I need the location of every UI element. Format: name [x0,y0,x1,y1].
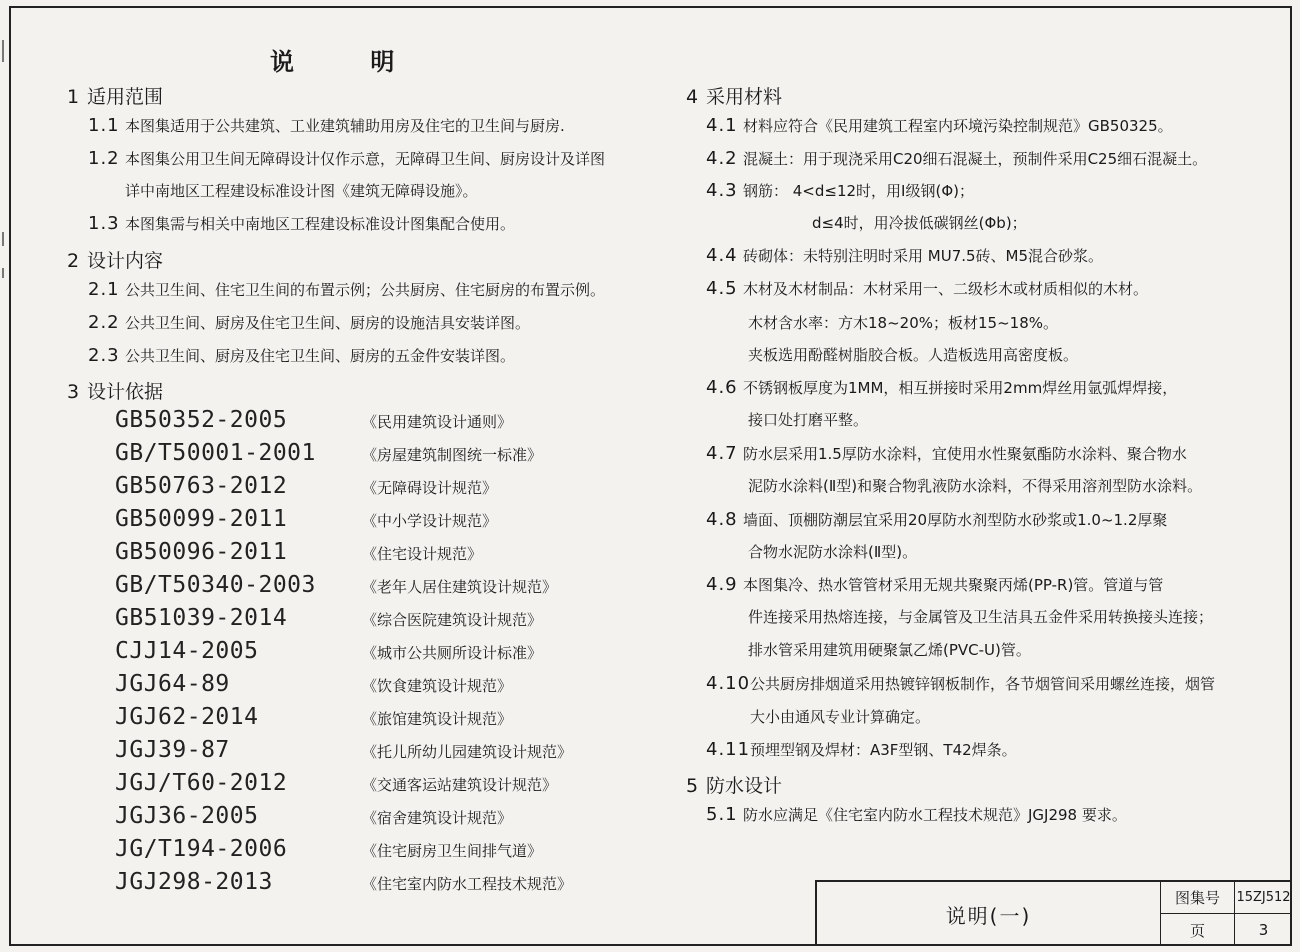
list-item: 2.3 公共卫生间、厨房及住宅卫生间、厨房的五金件安装详图。 [88,345,516,366]
list-item-continuation: 排水管采用建筑用硬聚氯乙烯(PVC-U)管。 [748,641,1031,659]
page-title: 说 明 [270,48,429,76]
list-item-continuation: 详中南地区工程建设标准设计图《建筑无障碍设施》。 [125,182,478,200]
list-item-continuation: 木材含水率：方木18~20%；板材15~18%。 [748,314,1058,332]
standard-name: 《综合医院建筑设计规范》 [362,611,543,629]
list-item: 1.1 本图集适用于公共建筑、工业建筑辅助用房及住宅的卫生间与厨房. [88,115,565,136]
list-item: 4.6 不锈钢板厚度为1MM，相互拼接时采用2mm焊丝用氩弧焊焊接， [706,377,1178,398]
list-item: 4.8 墙面、顶棚防潮层宜采用20厚防水剂型防水砂浆或1.0~1.2厚聚 [706,509,1168,530]
standard-name: 《住宅室内防水工程技术规范》 [362,875,573,893]
standard-name: 《宿舍建筑设计规范》 [362,809,513,827]
standard-code: GB50763-2012 [115,473,288,499]
section-heading: 3 设计依据 [67,381,164,403]
list-item: 4.5 木材及木材制品：木材采用一、二级杉木或材质相似的木材。 [706,278,1149,299]
list-item: 1.3 本图集需与相关中南地区工程建设标准设计图集配合使用。 [88,213,516,234]
list-item: 4.1 材料应符合《民用建筑工程室内环境污染控制规范》GB50325。 [706,115,1173,136]
list-item: 2.2 公共卫生间、厨房及住宅卫生间、厨房的设施洁具安装详图。 [88,312,531,333]
standard-name: 《中小学设计规范》 [362,512,498,530]
list-item: 2.1 公共卫生间、住宅卫生间的布置示例；公共厨房、住宅厨房的布置示例。 [88,279,606,300]
atlas-number-label: 图集号 [1161,882,1235,914]
standard-code: JGJ39-87 [115,737,230,763]
binding-mark [2,40,4,62]
list-item: 4.4 砖砌体：未特别注明时采用 MU7.5砖、M5混合砂浆。 [706,245,1104,266]
standard-name: 《城市公共厕所设计标准》 [362,644,543,662]
standard-code: GB/T50001-2001 [115,440,316,466]
list-item: 1.2 本图集公用卫生间无障碍设计仅作示意，无障碍卫生间、厨房设计及详图 [88,148,606,169]
list-item: 4.7 防水层采用1.5厚防水涂料，宜使用水性聚氨酯防水涂料、聚合物水 [706,443,1187,464]
standard-code: GB50096-2011 [115,539,288,565]
list-item-continuation: 件连接采用热熔连接，与金属管及卫生洁具五金件采用转换接头连接； [748,608,1214,626]
section-heading: 4 采用材料 [686,86,783,108]
standard-name: 《交通客运站建筑设计规范》 [362,776,558,794]
title-block [815,880,1292,946]
standard-code: JGJ/T60-2012 [115,770,288,796]
list-item-continuation: 合物水泥防水涂料(Ⅱ型)。 [748,543,918,561]
standard-name: 《房屋建筑制图统一标准》 [362,446,543,464]
standard-code: JGJ36-2005 [115,803,259,829]
list-item: 4.10公共厨房排烟道采用热镀锌钢板制作，各节烟管间采用螺丝连接，烟管 [706,673,1216,694]
standard-code: CJJ14-2005 [115,638,259,664]
standard-name: 《旅馆建筑设计规范》 [362,710,513,728]
section-heading: 2 设计内容 [67,250,164,272]
list-item: 4.2 混凝土：用于现浇采用C20细石混凝土，预制件采用C25细石混凝土。 [706,148,1208,169]
standard-code: GB/T50340-2003 [115,572,316,598]
page-number: 3 [1258,921,1269,939]
list-item: 4.11预埋型钢及焊材：A3F型钢、T42焊条。 [706,739,1017,760]
standard-name: 《民用建筑设计通则》 [362,413,513,431]
list-item-continuation: 泥防水涂料(Ⅱ型)和聚合物乳液防水涂料，不得采用溶剂型防水涂料。 [748,477,1203,495]
standard-name: 《饮食建筑设计规范》 [362,677,513,695]
atlas-number: 15ZJ512 [1235,882,1292,914]
list-item-continuation: 接口处打磨平整。 [748,411,869,429]
standard-code: JGJ62-2014 [115,704,259,730]
standard-code: GB50099-2011 [115,506,288,532]
standard-code: JGJ298-2013 [115,869,273,895]
standard-code: JG/T194-2006 [115,836,288,862]
page-label: 页 [1161,914,1235,946]
binding-mark [2,232,4,246]
section-heading: 5 防水设计 [686,775,783,797]
list-item: 5.1 防水应满足《住宅室内防水工程技术规范》JGJ298 要求。 [706,804,1127,825]
list-item: 4.9 本图集冷、热水管管材采用无规共聚聚丙烯(PP-R)管。管道与管 [706,574,1164,595]
sheet-title: 说明(一) [817,882,1161,946]
standard-name: 《托儿所幼儿园建筑设计规范》 [362,743,573,761]
binding-mark [2,268,4,278]
list-item: 4.3 钢筋： 4<d≤12时，用Ⅰ级钢(Φ)； [706,180,974,201]
standard-name: 《住宅厨房卫生间排气道》 [362,842,543,860]
standard-code: GB50352-2005 [115,407,288,433]
standard-name: 《无障碍设计规范》 [362,479,498,497]
standard-code: GB51039-2014 [115,605,288,631]
standard-code: JGJ64-89 [115,671,230,697]
list-item-continuation: d≤4时，用冷拔低碳钢丝(Φb)； [812,214,1027,232]
list-item-continuation: 夹板选用酚醛树脂胶合板。人造板选用高密度板。 [748,346,1079,364]
section-heading: 1 适用范围 [67,86,164,108]
list-item-continuation: 大小由通风专业计算确定。 [750,708,931,726]
standard-name: 《老年人居住建筑设计规范》 [362,578,558,596]
standard-name: 《住宅设计规范》 [362,545,483,563]
